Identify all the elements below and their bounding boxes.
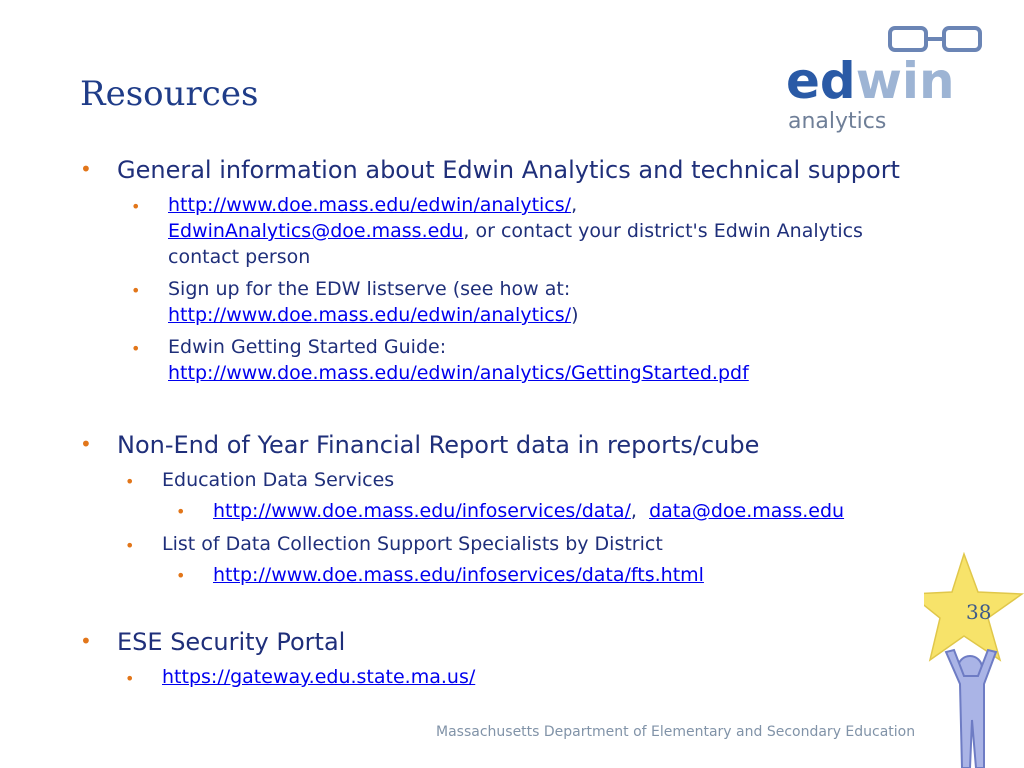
sub-bullet-gateway — [125, 664, 476, 690]
sub-sub-bullet-eds-links: • http://www.doe.mass.edu/infoservices/data/, data@doe.mass.edu — [176, 500, 845, 522]
sub-bullet-getting-started: • Edwin Getting Started Guide: http://www.doe.mass.edu/edwin/analytics/GettingStarted.pdf — [131, 336, 749, 384]
bullet-dot: • — [131, 197, 141, 216]
bullet-financial-report: • Non-End of Year Financial Report data in reports/cube — [80, 431, 760, 459]
person-icon — [946, 650, 996, 768]
logo-word-ed: edwin — [786, 52, 955, 110]
link-gateway[interactable]: https://gateway.edu.state.ma.us/ — [162, 666, 476, 688]
sub-bullet-eds: • Education Data Services — [162, 467, 394, 493]
page-number: 38 — [966, 600, 992, 624]
link-edwin-email[interactable]: EdwinAnalytics@doe.mass.edu — [168, 220, 464, 242]
bullet-dot: • — [80, 157, 92, 181]
sub-bullet-contact: • http://www.doe.mass.edu/edwin/analytics/, EdwinAnalytics@doe.mass.edu, or contact your district's Edwin Analytics contact person — [131, 194, 863, 268]
star-figure-icon — [924, 552, 1024, 768]
bullet-security-portal: • ESE Security Portal — [80, 628, 346, 656]
link-fts[interactable]: http://www.doe.mass.edu/infoservices/data/fts.html — [213, 564, 704, 586]
link-edwin-analytics-2[interactable]: http://www.doe.mass.edu/edwin/analytics/ — [168, 304, 572, 326]
edwin-analytics-logo — [786, 24, 986, 134]
bullet-dot: • — [80, 629, 92, 653]
bullet-dot: • — [125, 536, 135, 555]
glasses-icon — [890, 28, 980, 50]
footer-text: Massachusetts Department of Elementary and Secondary Education — [436, 724, 916, 740]
sub-sub-bullet-fts — [176, 564, 704, 586]
bullet-dot: • — [80, 432, 92, 456]
sub-bullet-listserve: • Sign up for the EDW listserve (see how at: http://www.doe.mass.edu/edwin/analytics/) — [131, 278, 579, 326]
sub-bullet-specialists: • List of Data Collection Support Specialists by District — [162, 531, 663, 557]
bullet-dot: • — [176, 566, 186, 585]
slide-title: Resources — [80, 74, 259, 114]
link-data-email[interactable]: data@doe.mass.edu — [649, 500, 845, 522]
bullet-dot: • — [125, 669, 135, 688]
bullet-dot: • — [131, 339, 141, 358]
bullet-dot: • — [176, 502, 186, 521]
logo-analytics: analytics — [788, 109, 887, 134]
bullet-general-info: • General information about Edwin Analytics and technical support — [80, 156, 900, 184]
link-edwin-analytics[interactable]: http://www.doe.mass.edu/edwin/analytics/ — [168, 194, 572, 216]
bullet-dot: • — [131, 281, 141, 300]
bullet-dot: • — [125, 472, 135, 491]
link-getting-started-pdf[interactable]: http://www.doe.mass.edu/edwin/analytics/GettingStarted.pdf — [168, 362, 749, 384]
link-infoservices[interactable]: http://www.doe.mass.edu/infoservices/data/ — [213, 500, 631, 522]
